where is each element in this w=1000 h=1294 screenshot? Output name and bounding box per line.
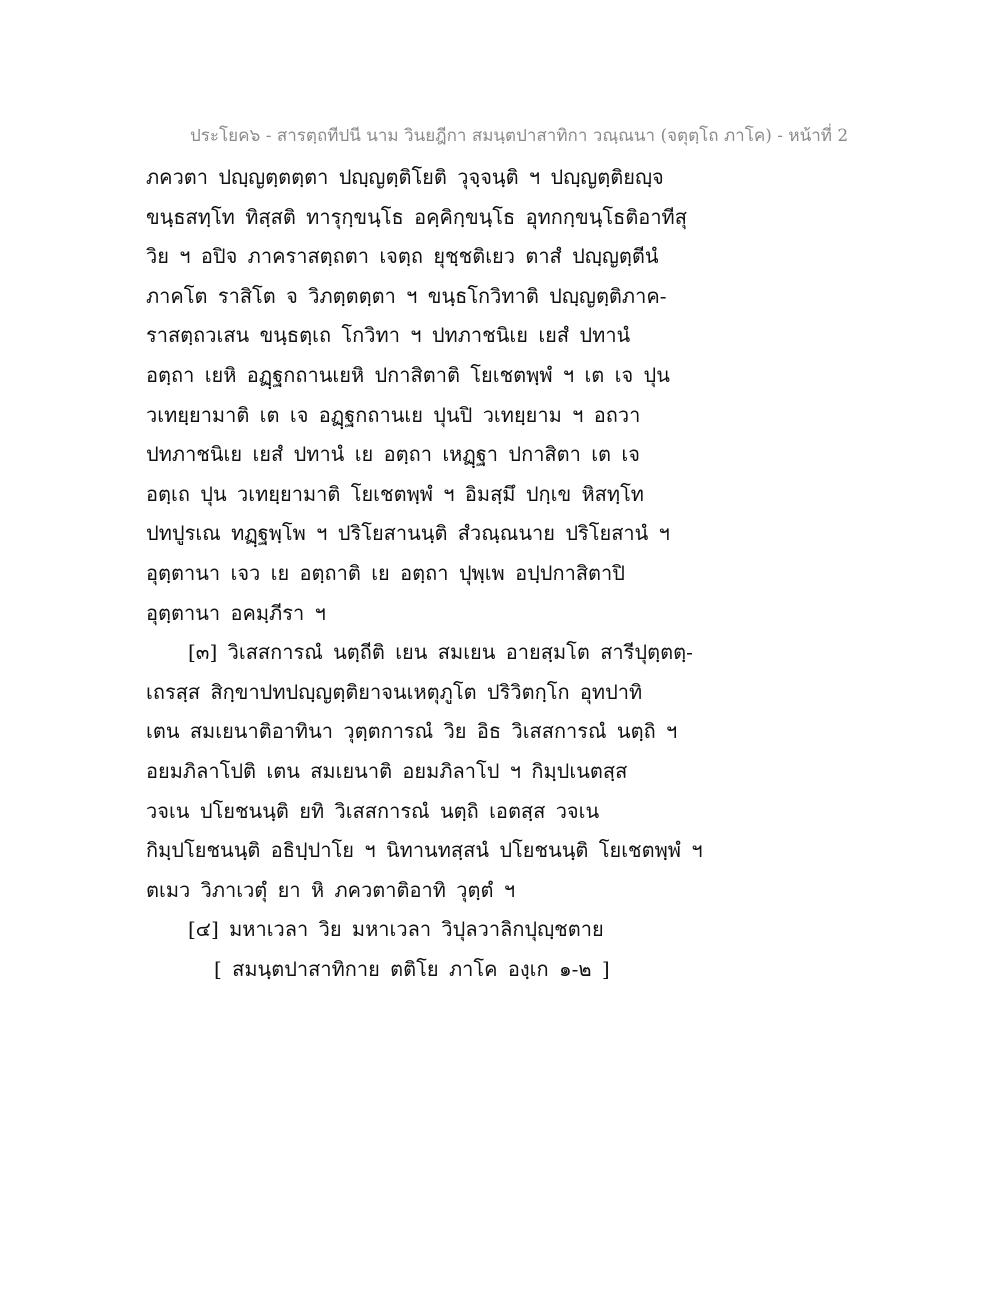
text-line: อุตฺตานา เจว เย อตฺถาติ เย อตฺถา ปุพฺเพ อปฺปกาสิตาปิ xyxy=(146,560,625,585)
text-line: อุตฺตานา อคมฺภีรา ฯ xyxy=(146,600,326,625)
text-line: วเทยฺยามาติ เต เจ อฏฺฐกถานเย ปุนปิ วเทยฺยาม ฯ อถวา xyxy=(146,402,641,427)
body-text xyxy=(146,158,706,989)
text-line: อตฺเถ ปุน วเทยฺยามาติ โยเชตพฺพํ ฯ อิมสฺมึ ปกฺเข หิสทฺโท xyxy=(146,481,644,506)
text-line: ปทปูรเณ ทฏฺฐพฺโพ ฯ ปริโยสานนฺติ สํวณฺณนาย ปริโยสานํ ฯ xyxy=(146,521,670,546)
text-line: กิมฺปโยชนนฺติ อธิปฺปาโย ฯ นิทานทสฺสนํ ปโยชนนฺติ โยเชตพฺพํ ฯ xyxy=(146,838,703,863)
text-line: ขนฺธสทฺโท ทิสฺสติ ทารุกฺขนฺโธ อคฺคิกฺขนฺโธ อุทกกฺขนฺโธติอาทีสุ xyxy=(146,204,687,229)
text-line: ราสตฺถวเสน ขนฺธตฺเถ โกวิทา ฯ ปทภาชนิเย เยสํ ปทานํ xyxy=(146,323,631,348)
text-line: ตเมว วิภาเวตุํ ยา หิ ภควตาติอาทิ วุตฺตํ ฯ xyxy=(146,877,516,902)
page-footer: [ สมนฺตปาสาทิกาย ตติโย ภาโค องฺเก ๑-๒ ] xyxy=(214,956,610,981)
text-line: ปทภาชนิเย เยสํ ปทานํ เย อตฺถา เหฏฺฐา ปกาสิตา เต เจ xyxy=(146,442,640,467)
page-header: ประโยค๖ - สารตฺถทีปนี นาม วินยฎีกา สมนฺตปาสาทิกา วณฺณนา (จตุตฺโถ ภาโค) - หน้าที่ 2 xyxy=(190,126,849,146)
paragraph-start-line: [๓] วิเสสการณํ นตฺถีติ เยน สมเยน อายสฺมโต สารีปุตฺตตฺ- xyxy=(188,640,693,665)
text-line: อยมภิลาโปติ เตน สมเยนาติ อยมภิลาโป ฯ กิมฺปเนตสฺส xyxy=(146,758,628,783)
text-line: ภควตา ปญฺญตฺตตฺตา ปญฺญตฺติโยติ วุจฺจนฺติ ฯ ปญฺญตฺติยญฺจ xyxy=(146,165,664,189)
text-line: วิย ฯ อปิจ ภาคราสตฺถตา เจตฺถ ยุชฺชติเยว ตาสํ ปญฺญตฺตีนํ xyxy=(146,244,659,269)
text-line: เตน สมเยนาติอาทินา วุตฺตการณํ วิย อิธ วิเสสการณํ นตฺถิ ฯ xyxy=(146,719,678,744)
paragraph-start-line: [๔] มหาเวลา วิย มหาเวลา วิปุลวาลิกปุญฺชตาย xyxy=(188,917,604,942)
text-line: เถรสฺส สิกฺขาปทปญฺญตฺติยาจนเหตุภูโต ปริวิตกฺโก อุทปาทิ xyxy=(146,679,643,704)
text-line: วจเน ปโยชนนฺติ ยทิ วิเสสการณํ นตฺถิ เอตสฺส วจเน xyxy=(146,798,600,823)
text-line: อตฺถา เยหิ อฏฺฐกถานเยหิ ปกาสิตาติ โยเชตพฺพํ ฯ เต เจ ปุน xyxy=(146,362,670,387)
text-line: ภาคโต ราสิโต จ วิภตฺตตฺตา ฯ ขนฺธโกวิทาติ ปญฺญตฺติภาค- xyxy=(146,283,667,308)
